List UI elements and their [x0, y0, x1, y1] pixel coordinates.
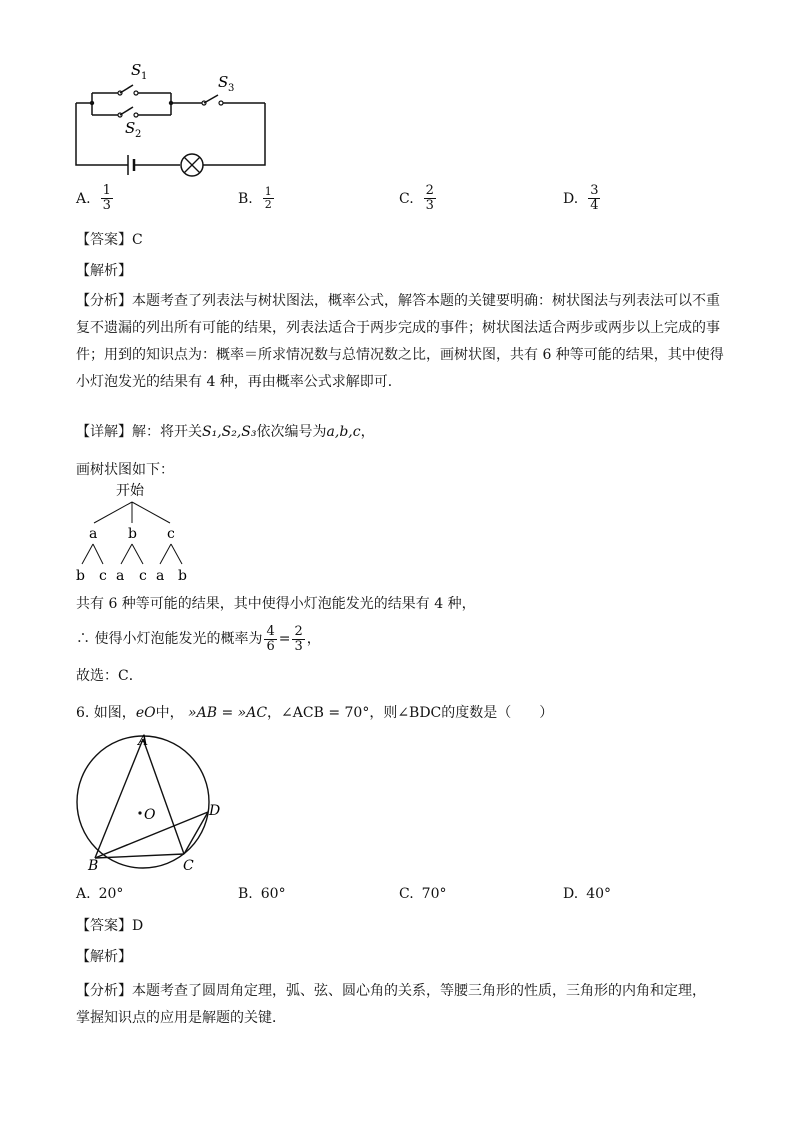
fraction: $\frac{2}{3}$	[294, 623, 303, 654]
fraction: $\frac{1}{3}$	[102, 183, 111, 213]
option-c[interactable]: C. 70°	[399, 886, 447, 902]
jiexi-heading: 【解析】	[76, 949, 132, 965]
choose-line: 故选：C．	[76, 668, 143, 684]
label-a: A	[138, 733, 149, 749]
label-s1: S	[131, 61, 142, 79]
option-b[interactable]: B. 60°	[238, 886, 286, 902]
tree-leaf: a	[116, 568, 125, 584]
result-line: 共有 6 种等可能的结果，其中使得小灯泡能发光的结果有 4 种，	[76, 596, 476, 612]
label-b: B	[88, 858, 99, 874]
circle-o	[77, 736, 209, 868]
option-a[interactable]: A. 20°	[76, 886, 124, 902]
fraction: $\frac{2}{3}$	[425, 183, 434, 213]
tree-node-b: b	[128, 526, 137, 542]
switch-s2	[120, 107, 133, 115]
fraction: $\frac{4}{6}$	[266, 623, 275, 654]
tree-leaf: b	[76, 568, 85, 584]
probability-line: ∴ 使得小灯泡能发光的概率为 $\frac{4}{6}$ = $\frac{2}{3}$ ，	[76, 623, 321, 654]
tree-intro: 画树状图如下：	[76, 462, 174, 478]
switch-s1	[120, 85, 133, 93]
analysis-block: 【分析】本题考查了圆周角定理，弧、弦、圆心角的关系，等腰三角形的性质，三角形的内角和定理， 掌握知识点的应用是解题的关键．	[76, 983, 706, 1026]
detail-line: 【详解】解：将开关S₁,S₂,S₃依次编号为a,b,c，	[76, 424, 375, 440]
tree-leaf: b	[178, 568, 187, 584]
circuit-diagram	[70, 55, 275, 180]
tree-diagram	[70, 478, 200, 590]
tree-leaf: c	[139, 568, 147, 584]
svg-text:1: 1	[141, 71, 148, 82]
option-a[interactable]: A. $\frac{1}{3}$	[76, 183, 111, 213]
switch-s3	[204, 95, 218, 103]
q6-circle-figure	[70, 730, 230, 878]
tree-node-c: c	[167, 526, 175, 542]
fraction: $\frac{1}{2}$	[264, 185, 272, 211]
svg-text:2: 2	[135, 129, 142, 140]
option-d[interactable]: D. 40°	[563, 886, 612, 902]
label-s3: S	[218, 73, 229, 91]
analysis-block: 【分析】本题考查了列表法与树状图法，概率公式，解答本题的关键要明确：树状图法与列表法可以不重 复不遗漏的列出所有可能的结果，列表法适合于两步完成的事件；树状图法适合两步或两步以上完成的事 件；用到的知识点为：概率＝所求情况数与总情况数之比，画树状图，共有 6 种等可能的结果，其中使得 小灯泡发光的结果有 4 种，再由概率公式求解即可．	[76, 293, 724, 390]
fraction: $\frac{3}{4}$	[590, 183, 599, 213]
tree-node-a: a	[89, 526, 98, 542]
label-c: C	[183, 858, 194, 874]
label-d: D	[209, 803, 221, 819]
option-d[interactable]: D. $\frac{3}{4}$	[563, 183, 599, 213]
tree-leaf: c	[99, 568, 107, 584]
option-b[interactable]: B. $\frac{1}{2}$	[238, 185, 272, 211]
q6-stem: 6. 如图，eO中， »AB = »AC，∠ACB = 70°，则∠BDC的度数是（ ）	[76, 705, 554, 721]
tree-root: 开始	[116, 483, 144, 499]
tree-leaf: a	[156, 568, 165, 584]
label-s2: S	[125, 119, 136, 137]
jiexi-heading: 【解析】	[76, 263, 132, 279]
svg-text:3: 3	[228, 83, 235, 94]
center-point	[138, 811, 141, 814]
option-c[interactable]: C. $\frac{2}{3}$	[399, 183, 434, 213]
answer-line: 【答案】C	[76, 232, 143, 248]
label-o: O	[144, 807, 156, 823]
answer-line: 【答案】D	[76, 918, 144, 934]
